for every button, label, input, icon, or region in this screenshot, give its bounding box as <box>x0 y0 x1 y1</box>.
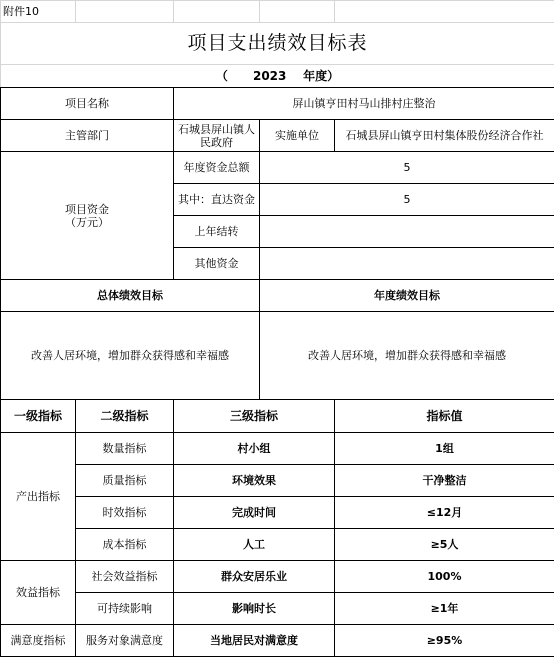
level3-cell: 环境效果 <box>174 465 335 497</box>
year-line: （ 2023 年度） <box>1 65 554 88</box>
header-level2: 二级指标 <box>76 400 174 433</box>
level2-cell: 成本指标 <box>76 529 174 561</box>
level2-cell: 时效指标 <box>76 497 174 529</box>
level3-cell: 人工 <box>174 529 335 561</box>
header-level3: 三级指标 <box>174 400 335 433</box>
dept-label: 主管部门 <box>1 120 174 152</box>
value-cell: ≥5人 <box>335 529 554 561</box>
value-cell: ≤12月 <box>335 497 554 529</box>
page-title: 项目支出绩效目标表 <box>1 23 554 65</box>
project-name-value: 屏山镇亨田村马山排村庄整治 <box>174 88 554 120</box>
level3-cell: 村小组 <box>174 433 335 465</box>
level2-cell: 社会效益指标 <box>76 561 174 593</box>
level2-cell: 质量指标 <box>76 465 174 497</box>
level1-benefit: 效益指标 <box>1 561 76 625</box>
overall-goal-text: 改善人居环境，增加群众获得感和幸福感 <box>1 312 260 400</box>
funds-row-label: 年度资金总额 <box>174 152 260 184</box>
funds-row-value: 5 <box>260 184 554 216</box>
overall-goal-header: 总体绩效目标 <box>1 280 260 312</box>
value-cell: 1组 <box>335 433 554 465</box>
impl-value: 石城县屏山镇亨田村集体股份经济合作社 <box>335 120 554 152</box>
annual-goal-text: 改善人居环境，增加群众获得感和幸福感 <box>260 312 554 400</box>
level2-cell: 服务对象满意度 <box>76 625 174 657</box>
level1-satisfaction: 满意度指标 <box>1 625 76 657</box>
funds-row-value: 5 <box>260 152 554 184</box>
project-name-label: 项目名称 <box>1 88 174 120</box>
impl-label: 实施单位 <box>260 120 335 152</box>
value-cell: 干净整洁 <box>335 465 554 497</box>
funds-label: 项目资金 （万元） <box>1 152 174 280</box>
dept-value: 石城县屏山镇人民政府 <box>174 120 260 152</box>
level3-cell: 完成时间 <box>174 497 335 529</box>
value-cell: ≥1年 <box>335 593 554 625</box>
funds-row-label: 上年结转 <box>174 216 260 248</box>
level3-cell: 群众安居乐业 <box>174 561 335 593</box>
value-cell: ≥95% <box>335 625 554 657</box>
attachment-label: 附件10 <box>1 1 76 23</box>
funds-row-label: 其他资金 <box>174 248 260 280</box>
header-level1: 一级指标 <box>1 400 76 433</box>
value-cell: 100% <box>335 561 554 593</box>
level3-cell: 影响时长 <box>174 593 335 625</box>
level2-cell: 可持续影响 <box>76 593 174 625</box>
header-value: 指标值 <box>335 400 554 433</box>
level1-output: 产出指标 <box>1 433 76 561</box>
funds-row-label: 其中：直达资金 <box>174 184 260 216</box>
annual-goal-header: 年度绩效目标 <box>260 280 554 312</box>
funds-row-value <box>260 216 554 248</box>
level2-cell: 数量指标 <box>76 433 174 465</box>
level3-cell: 当地居民对满意度 <box>174 625 335 657</box>
funds-row-value <box>260 248 554 280</box>
